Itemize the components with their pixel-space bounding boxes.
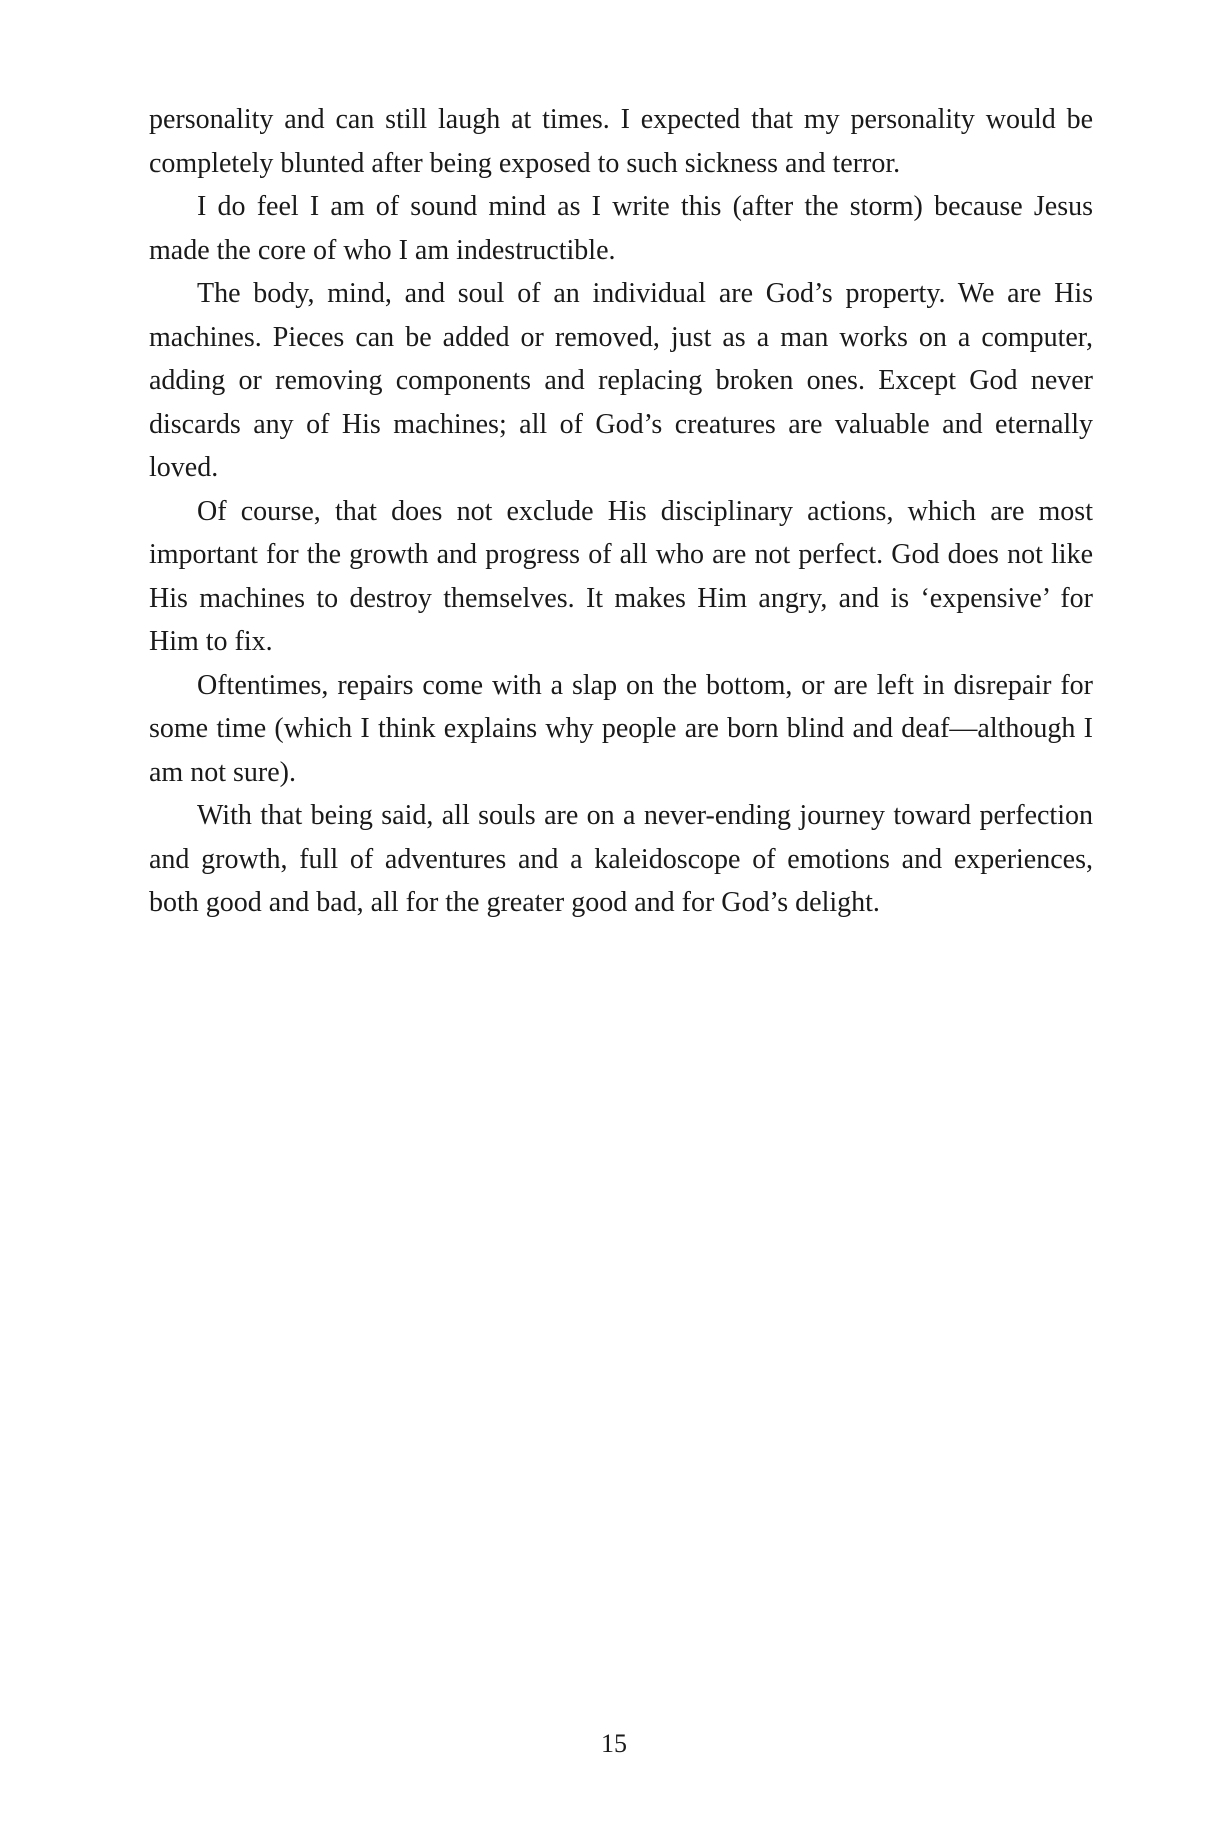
paragraph-continued: personality and can still laugh at times. I expected that my personality would be completely blunted after being exposed to such sickness and terror.	[149, 104, 1093, 179]
body-text	[149, 98, 1093, 925]
page-number: 15	[601, 1729, 627, 1758]
paragraph: Oftentimes, repairs come with a slap on the bottom, or are left in disrepair for some time (which I think explains why people are born blind and deaf—although I am not sure).	[149, 669, 1093, 788]
paragraph: The body, mind, and soul of an individual are God’s property. We are His machines. Pieces can be added or removed, just as a man works on a computer, adding or removing components and replacing broken ones. Except God never discards any of His machines; all of God’s creatures are valuable and eternally loved.	[149, 278, 1093, 483]
paragraph: I do feel I am of sound mind as I write this (after the storm) because Jesus made the core of who I am indestructible.	[149, 191, 1093, 266]
paragraph: Of course, that does not exclude His disciplinary actions, which are most important for the growth and progress of all who are not perfect. God does not like His machines to destroy themselves. It makes Him angry, and is ‘expensive’ for Him to fix.	[149, 495, 1093, 657]
paragraph: With that being said, all souls are on a never-ending journey toward perfection and growth, full of adventures and a kaleidoscope of emotions and experiences, both good and bad, all for the greater good and for God’s delight.	[149, 800, 1093, 918]
